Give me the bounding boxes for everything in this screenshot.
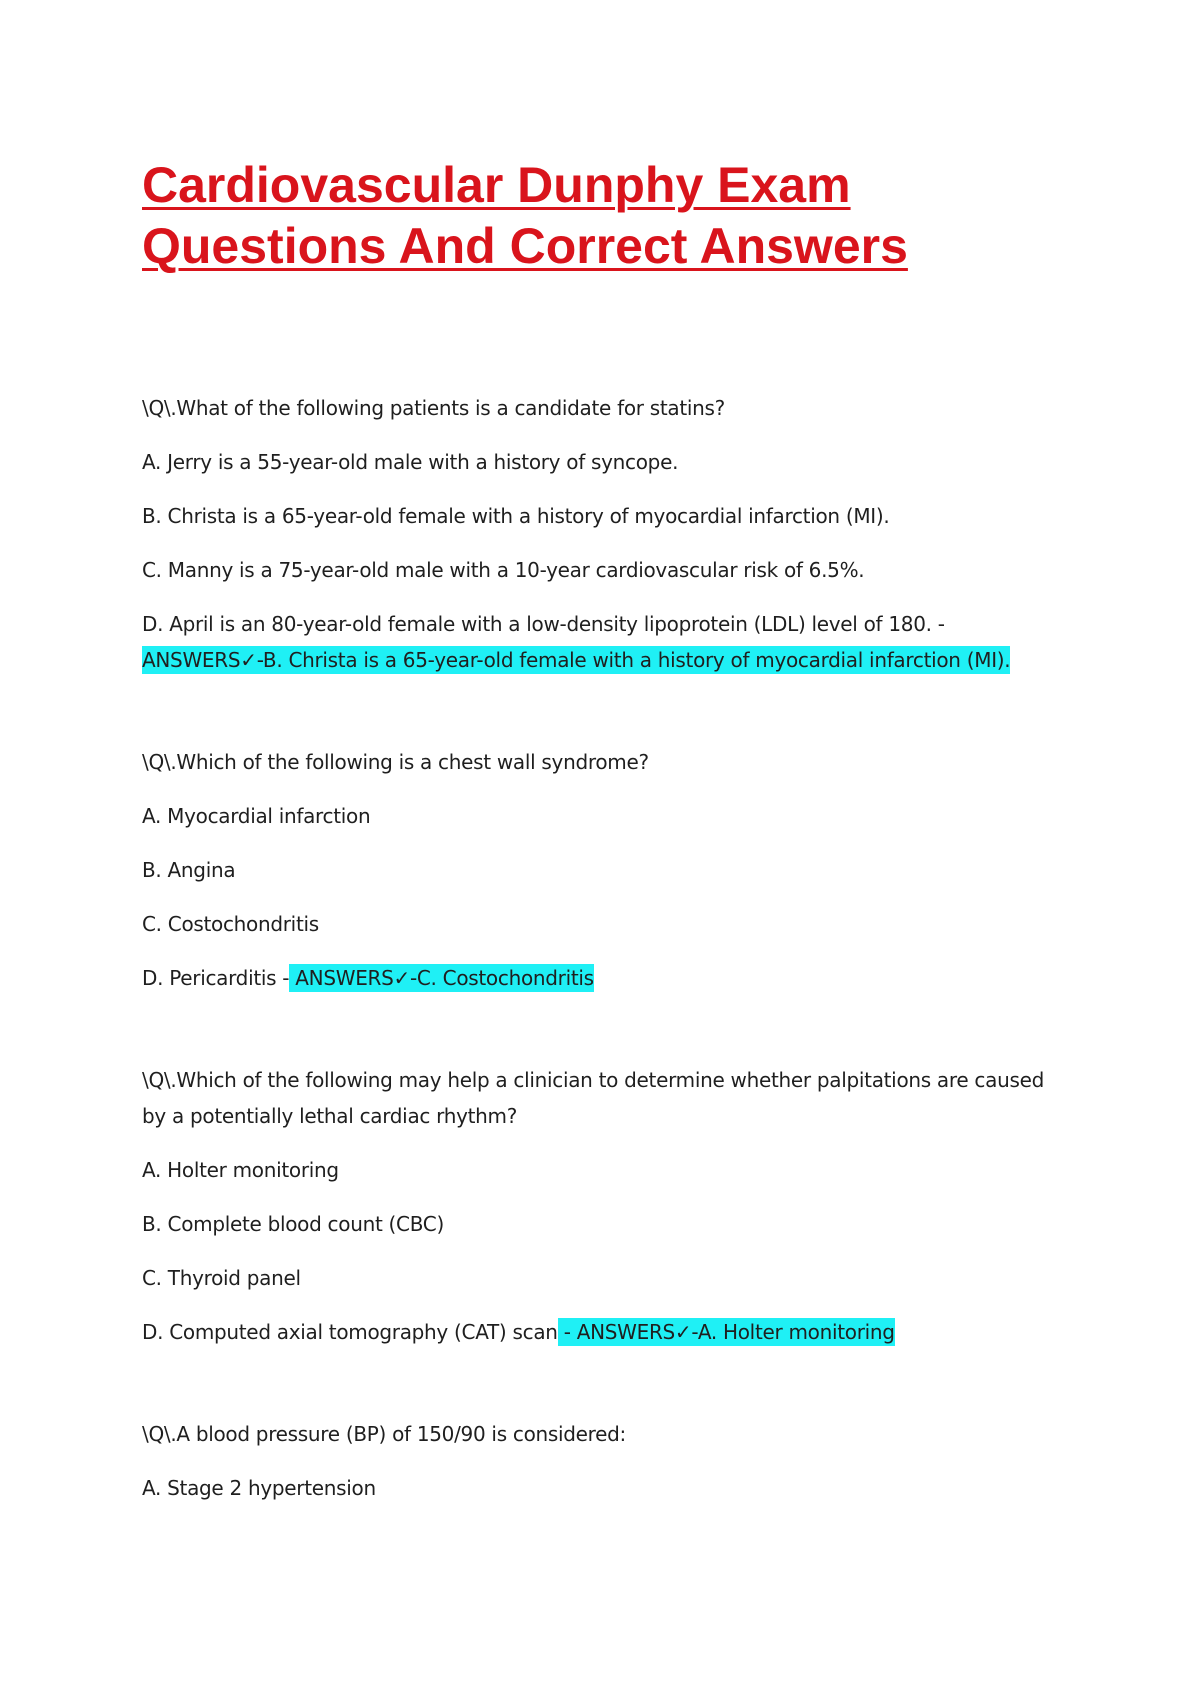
option-b: B. Angina xyxy=(142,858,236,882)
option-b: B. Christa is a 65-year-old female with a history of myocardial infarction (MI). xyxy=(142,504,890,528)
option-d-text: D. Pericarditis - xyxy=(142,966,290,990)
question-text: \Q\.Which of the following may help a clinician to determine whether palpitations are caused by a potentially lethal cardiac rhythm? xyxy=(142,1068,1044,1128)
question-text: \Q\.Which of the following is a chest wall syndrome? xyxy=(142,750,649,774)
option-a: A. Stage 2 hypertension xyxy=(142,1476,376,1500)
answer-highlight: ANSWERS✓-C. Costochondritis xyxy=(289,966,594,990)
question-block-2 xyxy=(142,744,1072,996)
option-c: C. Manny is a 75-year-old male with a 10-year cardiovascular risk of 6.5%. xyxy=(142,558,865,582)
option-d-text: D. April is an 80-year-old female with a low-density lipoprotein (LDL) level of 180. - xyxy=(142,612,945,636)
option-d xyxy=(142,960,1072,996)
answer-highlight: ANSWERS✓-B. Christa is a 65-year-old female with a history of myocardial infarction (MI). xyxy=(142,648,1011,672)
option-d xyxy=(142,606,1072,678)
option-c: C. Thyroid panel xyxy=(142,1266,301,1290)
option-b: B. Complete blood count (CBC) xyxy=(142,1212,444,1236)
title-line-2: Questions And Correct Answers xyxy=(142,218,908,274)
option-a: A. Jerry is a 55-year-old male with a history of syncope. xyxy=(142,450,679,474)
option-c: C. Costochondritis xyxy=(142,912,319,936)
question-block-1 xyxy=(142,390,1072,678)
question-text: \Q\.A blood pressure (BP) of 150/90 is considered: xyxy=(142,1422,626,1446)
title-line-1: Cardiovascular Dunphy Exam xyxy=(142,157,851,213)
option-a: A. Myocardial infarction xyxy=(142,804,371,828)
question-block-3 xyxy=(142,1062,1072,1350)
document-title xyxy=(142,155,1042,277)
option-a: A. Holter monitoring xyxy=(142,1158,339,1182)
option-d xyxy=(142,1314,1072,1350)
option-d-text: D. Computed axial tomography (CAT) scan xyxy=(142,1320,558,1344)
question-block-4 xyxy=(142,1416,1072,1506)
question-text: \Q\.What of the following patients is a candidate for statins? xyxy=(142,396,725,420)
questions-container xyxy=(142,390,1072,1572)
answer-highlight: - ANSWERS✓-A. Holter monitoring xyxy=(557,1320,895,1344)
